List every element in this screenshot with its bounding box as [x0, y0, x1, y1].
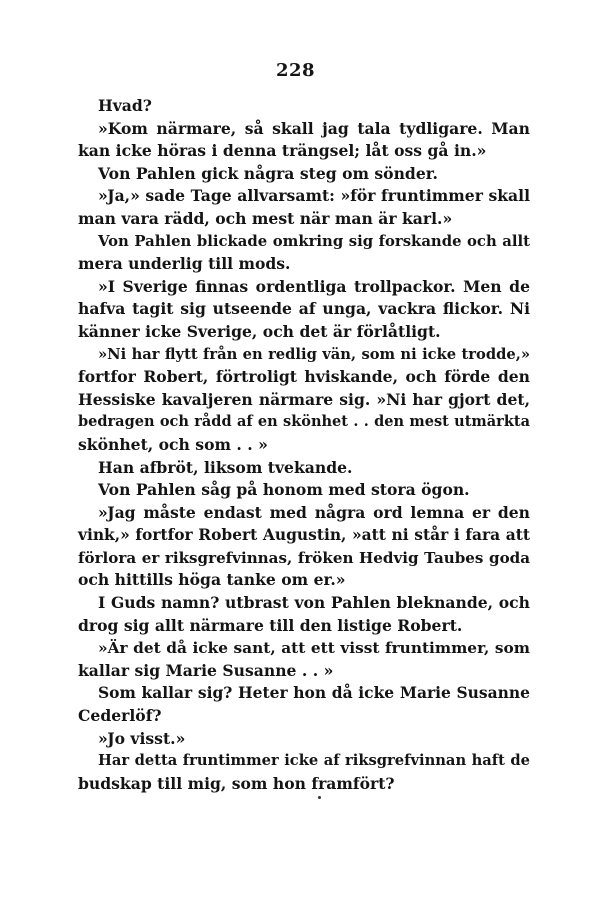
text-line: drog sig allt närmare till den listige Robert.: [78, 615, 463, 635]
text-line: »I Sverige finnas ordentliga trollpackor. Men de: [98, 276, 530, 296]
text-line: Som kallar sig? Heter hon då icke Marie Susanne: [98, 683, 530, 703]
text-line: vink,» fortfor Robert Augustin, »att ni står i fara att: [78, 525, 530, 545]
text-line: I Guds namn? utbrast von Pahlen bleknande, och: [98, 593, 530, 613]
text-line: bedragen och rådd af en skönhet . . den mest utmärkta: [78, 413, 530, 431]
text-line: budskap till mig, som hon framfört?: [78, 773, 395, 793]
text-line: mera underlig till mods.: [78, 254, 291, 274]
text-line: man vara rädd, och mest när man är karl.»: [78, 208, 453, 228]
text-line: »Jag måste endast med några ord lemna er den: [98, 502, 530, 522]
text-line: »Kom närmare, så skall jag tala tydligare. Man: [98, 118, 530, 138]
printer-mark: [318, 796, 321, 799]
text-line: »Ja,» sade Tage allvarsamt: »för fruntimmer skall: [98, 186, 530, 206]
text-line: känner icke Sverige, och det är förlåtligt.: [78, 321, 441, 341]
body-text: [78, 95, 530, 795]
text-line: Har detta fruntimmer icke af riksgrefvinnan haft de: [98, 752, 530, 770]
text-line: Hessiske kavaljeren närmare sig. »Ni har gjort det,: [78, 389, 530, 409]
text-line: förlora er riksgrefvinnas, fröken Hedvig Taubes goda: [78, 548, 530, 567]
text-line: skönhet, och som . . »: [78, 434, 268, 454]
text-line: »Ni har flytt från en redlig vän, som ni icke trodde,»: [98, 345, 530, 363]
text-line: Cederlöf?: [78, 706, 162, 726]
text-line: »Är det då icke sant, att ett visst fruntimmer, som: [98, 639, 530, 658]
text-line: kallar sig Marie Susanne . . »: [78, 660, 334, 680]
text-line: Von Pahlen gick några steg om sönder.: [98, 163, 438, 183]
text-line: fortfor Robert, förtroligt hviskande, och förde den: [78, 367, 530, 387]
text-line: Von Pahlen såg på honom med stora ögon.: [98, 480, 470, 500]
text-line: »Jo visst.»: [98, 728, 186, 748]
text-line: Hvad?: [98, 96, 152, 115]
text-line: Han afbröt, liksom tvekande.: [98, 457, 353, 477]
text-line: kan icke höras i denna trängsel; låt oss gå in.»: [78, 141, 487, 161]
text-line: och hittills höga tanke om er.»: [78, 570, 346, 590]
page-number: 228: [275, 60, 316, 81]
text-line: Von Pahlen blickade omkring sig forskande och allt: [98, 232, 530, 250]
text-line: hafva tagit sig utseende af unga, vackra flickor. Ni: [78, 299, 530, 319]
